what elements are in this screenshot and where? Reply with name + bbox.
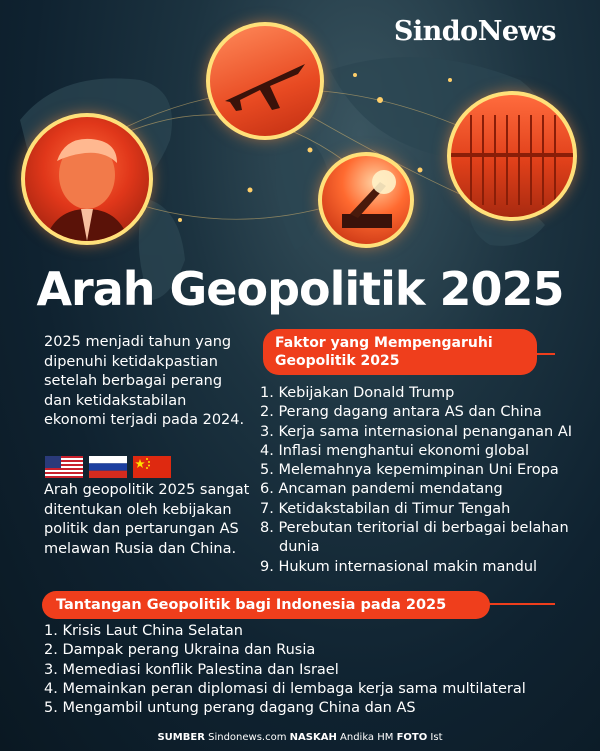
- shipping-container-image: [447, 91, 577, 221]
- factors-heading: Faktor yang Mempengaruhi Geopolitik 2025: [263, 329, 537, 375]
- fighter-jet-image: [206, 22, 324, 140]
- challenges-heading-rule: [475, 603, 555, 605]
- trump-portrait-image: [21, 113, 153, 245]
- source-value: Sindonews.com: [208, 732, 287, 743]
- page-title: Arah Geopolitik 2025: [36, 262, 564, 316]
- source-label: SUMBER: [157, 732, 205, 743]
- sindonews-logo: SindoNews: [393, 16, 556, 47]
- list-item: 3. Memediasi konflik Palestina dan Israel: [44, 661, 339, 678]
- usa-flag-icon: [45, 456, 83, 478]
- list-item: 3. Kerja sama internasional penanganan AI: [260, 423, 573, 440]
- list-item: 2. Perang dagang antara AS dan China: [260, 404, 542, 421]
- list-item: 5. Melemahnya kepemimpinan Uni Eropa: [260, 462, 559, 479]
- list-item: 1. Kebijakan Donald Trump: [260, 385, 455, 401]
- credits-footer: [0, 732, 600, 743]
- list-item: 4. Inflasi menghantui ekonomi global: [260, 442, 530, 459]
- factors-list: [260, 384, 580, 577]
- china-flag-icon: [133, 456, 171, 478]
- photo-value: Ist: [430, 732, 443, 743]
- list-item: 9. Hukum internasional makin mandul: [260, 558, 538, 575]
- list-item: 8. Perebutan teritorial di berbagai belahan dunia: [260, 520, 569, 556]
- intro-paragraph-2: Arah geopolitik 2025 sangat ditentukan oleh kebijakan politik dan pertarungan AS melawan Rusia dan China.: [44, 482, 250, 557]
- missile-launch-image: [318, 152, 414, 248]
- list-item: 7. Ketidakstabilan di Timur Tengah: [260, 500, 511, 517]
- list-item: 5. Mengambil untung perang dagang China dan AS: [44, 700, 416, 717]
- list-item: 2. Dampak perang Ukraina dan Rusia: [44, 642, 316, 659]
- challenges-heading: Tantangan Geopolitik bagi Indonesia pada 2025: [42, 591, 490, 619]
- intro-paragraph: 2025 menjadi tahun yang dipenuhi ketidakpastian setelah berbagai perang dan ketidakstabilan ekonomi terjadi pada 2024.: [44, 334, 245, 428]
- list-item: 1. Krisis Laut China Selatan: [44, 623, 243, 639]
- flags-row: [45, 456, 171, 478]
- list-item: 4. Memainkan peran diplomasi di lembaga kerja sama multilateral: [44, 680, 526, 697]
- list-item: 6. Ancaman pandemi mendatang: [260, 481, 503, 498]
- factors-heading-rule: [513, 353, 555, 355]
- writer-value: Andika HM: [340, 732, 394, 743]
- challenges-list: [44, 622, 564, 718]
- russia-flag-icon: [89, 456, 127, 478]
- photo-label: FOTO: [396, 732, 428, 743]
- writer-label: NASKAH: [289, 732, 337, 743]
